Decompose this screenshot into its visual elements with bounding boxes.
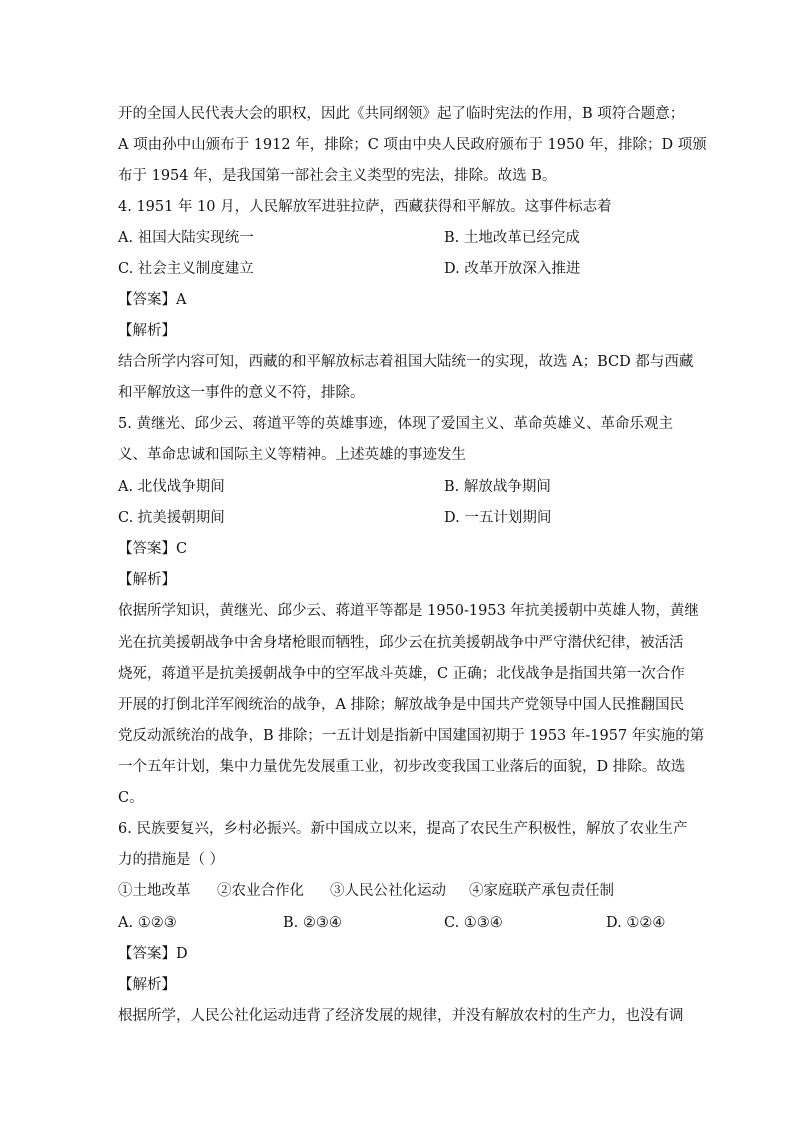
question-5-answer: 【答案】C — [118, 541, 188, 557]
question-5-analysis-line: 烧死，蒋道平是抗美援朝战争中的空军战斗英雄，C 正确；北伐战争是指国共第一次合作 — [118, 666, 685, 682]
question-4-option-b: B. 土地改革已经完成 — [444, 230, 580, 246]
continuation-line: 布于 1954 年，是我国第一部社会主义类型的宪法，排除。故选 B。 — [118, 168, 557, 184]
question-5-option-a: A. 北伐战争期间 — [118, 479, 225, 495]
question-5-analysis-line: 依据所学知识，黄继光、邱少云、蒋道平等都是 1950-1953 年抗美援朝中英雄人物，黄继 — [118, 603, 699, 619]
continuation-line: A 项由孙中山颁布于 1912 年，排除；C 项由中央人民政府颁布于 1950 年，排除；D 项颁 — [118, 137, 707, 153]
question-5-analysis-line: 党反动派统治的战争，B 排除；一五计划是指新中国建国初期于 1953 年-1957 年实施的第 — [118, 728, 705, 744]
question-5-stem-line: 5. 黄继光、邱少云、蒋道平等的英雄事迹，体现了爱国主义、革命英雄义、革命乐观主 — [118, 416, 673, 432]
question-4-option-d: D. 改革开放深入推进 — [444, 261, 581, 277]
question-6-analysis-label: 【解析】 — [118, 977, 176, 993]
question-6-option-c: C. ①③④ — [444, 915, 503, 931]
question-4-answer: 【答案】A — [118, 292, 187, 308]
question-6-statement-3: ③人民公社化运动 — [330, 883, 446, 899]
question-4-stem: 4. 1951 年 10 月，人民解放军进驻拉萨，西藏获得和平解放。这事件标志着 — [118, 199, 612, 215]
question-4-analysis-label: 【解析】 — [118, 323, 176, 339]
question-6-stem-line: 力的措施是（ ） — [118, 852, 225, 868]
question-6-option-b: B. ②③④ — [283, 915, 342, 931]
question-5-analysis-line: 光在抗美援朝战争中舍身堵枪眼而牺牲，邱少云在抗美援朝战争中严守潜伏纪律，被活活 — [118, 635, 684, 651]
question-5-option-c: C. 抗美援朝期间 — [118, 510, 225, 526]
question-4-option-a: A. 祖国大陆实现统一 — [118, 230, 254, 246]
question-5-analysis-line: 一个五年计划，集中力量优先发展重工业，初步改变我国工业落后的面貌，D 排除。故选 — [118, 759, 686, 775]
question-6-statement-1: ①土地改革 — [118, 883, 191, 899]
question-5-option-d: D. 一五计划期间 — [444, 510, 552, 526]
question-6-statement-4: ④家庭联产承包责任制 — [469, 883, 614, 899]
continuation-line: 开的全国人民代表大会的职权，因此《共同纲领》起了临时宪法的作用，B 项符合题意； — [118, 106, 685, 122]
question-5-analysis-line: C。 — [118, 790, 144, 806]
question-6-analysis-line: 根据所学，人民公社化运动违背了经济发展的规律，并没有解放农村的生产力，也没有调 — [118, 1008, 684, 1024]
question-5-stem-line: 义、革命忠诚和国际主义等精神。上述英雄的事迹发生 — [118, 447, 466, 463]
question-4-analysis-line: 和平解放这一事件的意义不符，排除。 — [118, 385, 365, 401]
question-6-statement-2: ②农业合作化 — [217, 883, 304, 899]
question-4-analysis-line: 结合所学内容可知，西藏的和平解放标志着祖国大陆统一的实现，故选 A；BCD 都与西藏 — [118, 354, 694, 370]
question-6-option-a: A. ①②③ — [118, 915, 177, 931]
question-5-analysis-label: 【解析】 — [118, 572, 176, 588]
question-6-stem-line: 6. 民族要复兴，乡村必振兴。新中国成立以来，提高了农民生产积极性，解放了农业生产 — [118, 821, 688, 837]
question-6-answer: 【答案】D — [118, 946, 188, 962]
question-6-option-d: D. ①②④ — [606, 915, 666, 931]
question-4-option-c: C. 社会主义制度建立 — [118, 261, 254, 277]
question-5-option-b: B. 解放战争期间 — [444, 479, 551, 495]
question-5-analysis-line: 开展的打倒北洋军阀统治的战争，A 排除；解放战争是中国共产党领导中国人民推翻国民 — [118, 697, 685, 713]
